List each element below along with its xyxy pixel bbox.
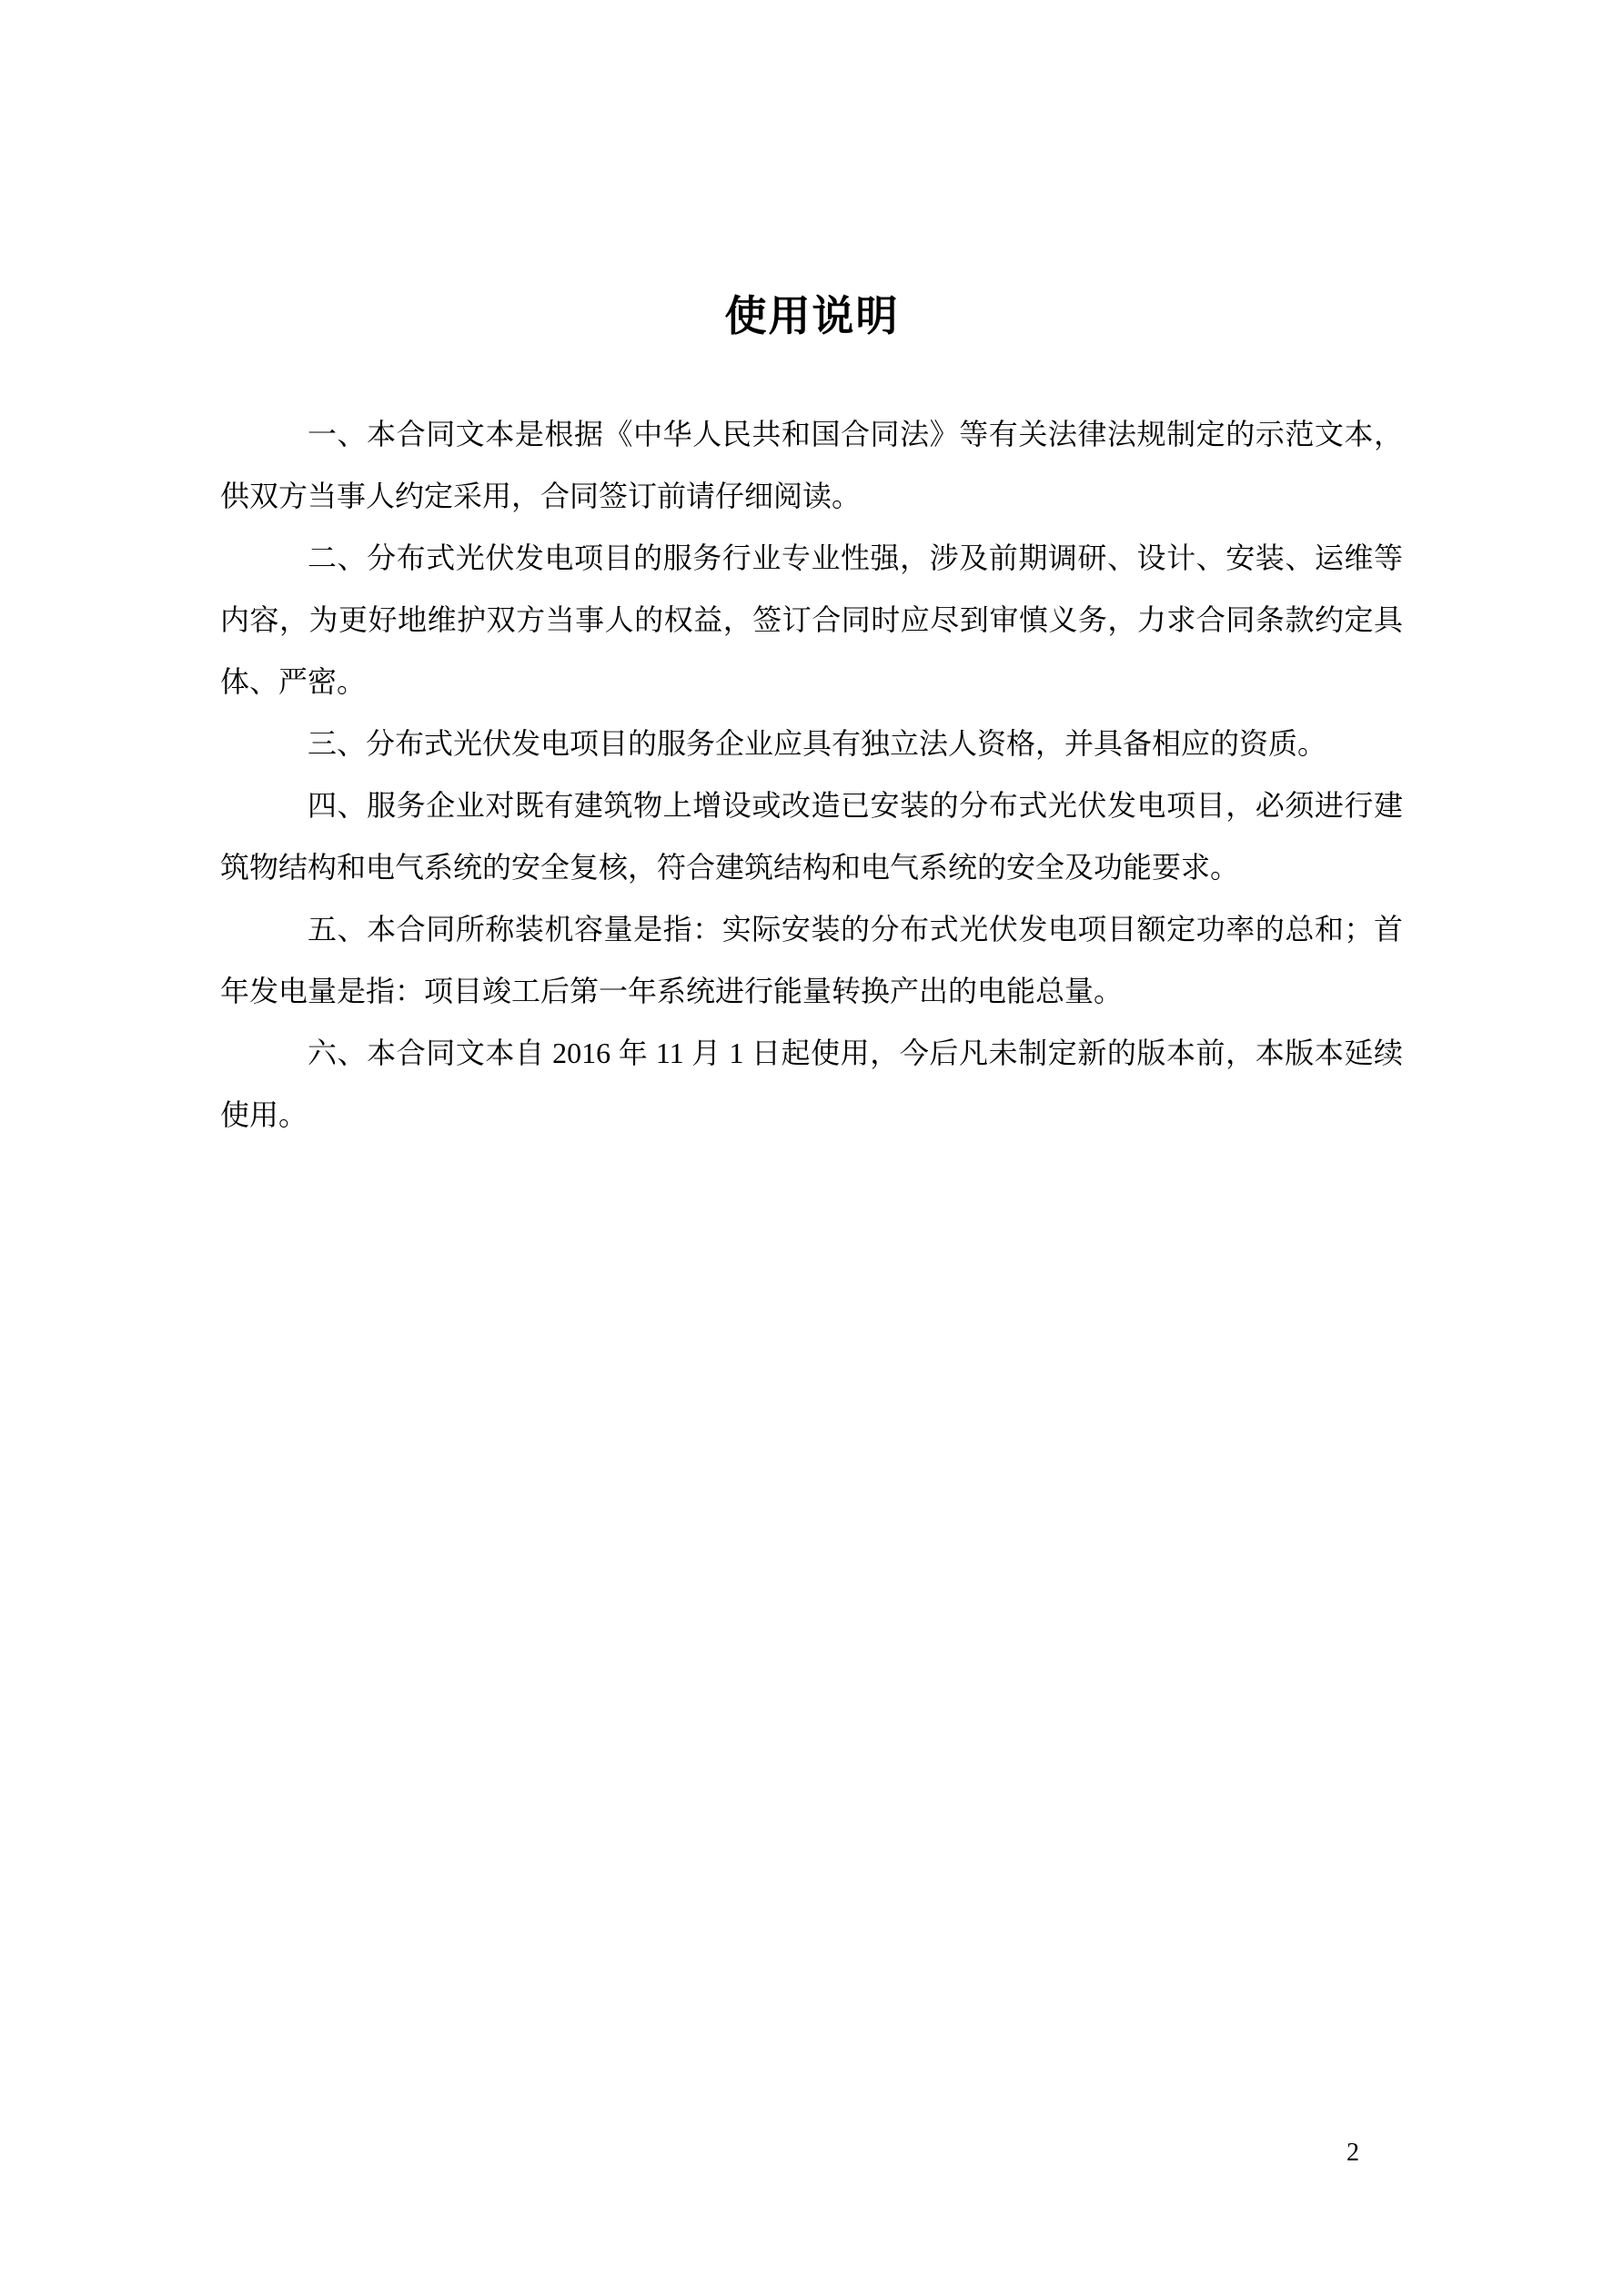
paragraph-3: 三、分布式光伏发电项目的服务企业应具有独立法人资格，并具备相应的资质。 bbox=[308, 727, 1327, 760]
paragraph-6: 六、本合同文本自 2016 年 11 月 1 日起使用，今后凡未制定新的版本前，本版本延续使用。 bbox=[220, 1037, 1403, 1131]
paragraph-1: 一、本合同文本是根据《中华人民共和国合同法》等有关法律法规制定的示范文本，供双方当事人约定采用，合同签订前请仔细阅读。 bbox=[220, 418, 1403, 512]
paragraph-5: 五、本合同所称装机容量是指：实际安装的分布式光伏发电项目额定功率的总和；首年发电量是指：项目竣工后第一年系统进行能量转换产出的电能总量。 bbox=[220, 913, 1403, 1007]
page-number: 2 bbox=[1347, 2139, 1359, 2167]
paragraph-4: 四、服务企业对既有建筑物上增设或改造已安装的分布式光伏发电项目，必须进行建筑物结构和电气系统的安全复核，符合建筑结构和电气系统的安全及功能要求。 bbox=[220, 789, 1403, 884]
paragraph-2: 二、分布式光伏发电项目的服务行业专业性强，涉及前期调研、设计、安装、运维等内容，为更好地维护双方当事人的权益，签订合同时应尽到审慎义务，力求合同条款约定具体、严密。 bbox=[220, 541, 1403, 698]
page-title: 使用说明 bbox=[724, 293, 900, 339]
document-body bbox=[220, 403, 1403, 1146]
